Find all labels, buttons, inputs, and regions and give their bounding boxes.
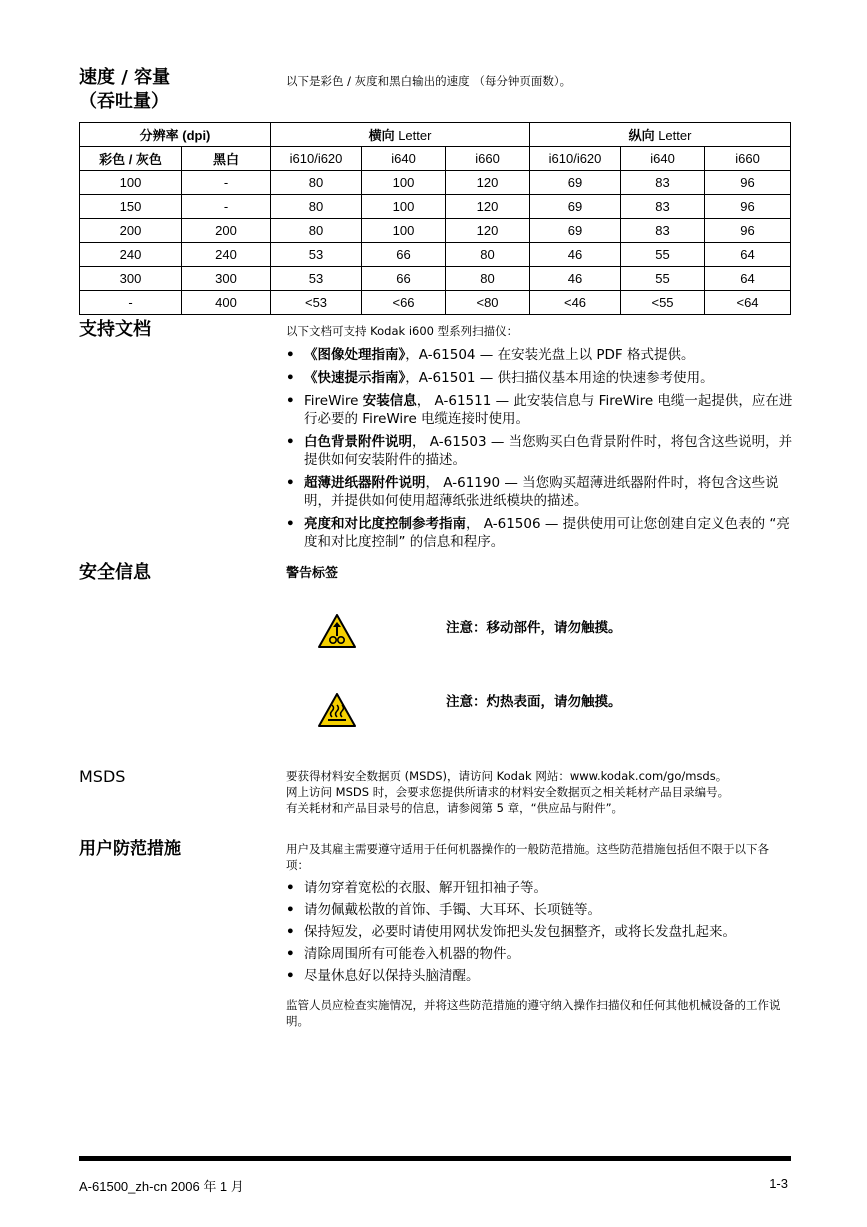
table-cell: - bbox=[182, 195, 271, 219]
hot-surface-warning-icon bbox=[318, 693, 356, 727]
docs-heading: 支持文档 bbox=[79, 319, 151, 340]
doc-description: ，A-61504 — 在安装光盘上以 PDF 格式提供。 bbox=[405, 347, 695, 363]
table-cell: <46 bbox=[530, 291, 621, 315]
table-cell: 150 bbox=[80, 195, 182, 219]
bullet-icon: • bbox=[286, 370, 295, 386]
landscape-header bbox=[271, 123, 530, 147]
msds-line: 有关耗材和产品目录号的信息，请参阅第 5 章，“供应品与附件”。 bbox=[286, 801, 624, 815]
table-cell: 80 bbox=[271, 195, 362, 219]
warning-row-hot-surface bbox=[318, 688, 738, 728]
precaution-text: 清除周围所有可能卷入机器的物件。 bbox=[304, 946, 520, 962]
table-cell: 80 bbox=[446, 267, 530, 291]
col-header-color: 彩色 / 灰色 bbox=[80, 147, 182, 171]
table-cell: 300 bbox=[182, 267, 271, 291]
table-cell: 66 bbox=[362, 267, 446, 291]
table-cell: 46 bbox=[530, 243, 621, 267]
table-cell: 400 bbox=[182, 291, 271, 315]
table-cell: 200 bbox=[182, 219, 271, 243]
col-header-portrait-i610: i610/i620 bbox=[530, 147, 621, 171]
bullet-icon: • bbox=[286, 902, 295, 918]
doc-title: 白色背景附件说明 bbox=[304, 434, 412, 450]
user-precautions-heading: 用户防范措施 bbox=[79, 839, 181, 859]
table-cell: 64 bbox=[705, 267, 791, 291]
footer-rule bbox=[79, 1156, 791, 1161]
table-cell: 83 bbox=[621, 171, 705, 195]
table-cell: <80 bbox=[446, 291, 530, 315]
doc-title: 安装信息 bbox=[362, 393, 417, 409]
col-header-portrait-i660: i660 bbox=[705, 147, 791, 171]
speed-heading-line1: 速度 / 容量 bbox=[79, 67, 171, 88]
landscape-header-size: Letter bbox=[398, 128, 432, 143]
table-cell: <64 bbox=[705, 291, 791, 315]
warning-labels-subheading: 警告标签 bbox=[286, 566, 339, 581]
portrait-header-size: Letter bbox=[658, 128, 692, 143]
bullet-icon: • bbox=[286, 924, 295, 940]
table-cell: - bbox=[80, 291, 182, 315]
table-sub-header-row bbox=[80, 147, 791, 171]
table-cell: 55 bbox=[621, 267, 705, 291]
landscape-header-label: 横向 bbox=[368, 128, 395, 143]
table-cell: <55 bbox=[621, 291, 705, 315]
table-cell: 64 bbox=[705, 243, 791, 267]
precaution-text: 请勿穿着宽松的衣服、解开钮扣袖子等。 bbox=[304, 880, 547, 896]
doc-title: 亮度和对比度控制参考指南 bbox=[304, 516, 466, 532]
bullet-icon: • bbox=[286, 880, 295, 896]
precaution-text: 请勿佩戴松散的首饰、手镯、大耳环、长项链等。 bbox=[304, 902, 601, 918]
table-row bbox=[80, 219, 791, 243]
portrait-header-label: 纵向 bbox=[628, 128, 655, 143]
bullet-icon: • bbox=[286, 516, 295, 532]
table-cell: 100 bbox=[80, 171, 182, 195]
page-number: 1-3 bbox=[769, 1176, 788, 1191]
doc-list-item bbox=[286, 392, 796, 428]
bullet-icon: • bbox=[286, 946, 295, 962]
table-cell: 120 bbox=[446, 195, 530, 219]
precaution-item bbox=[286, 945, 796, 963]
bullet-icon: • bbox=[286, 434, 295, 450]
doc-description: ， A-61506 — 提供使用可让您创建自定义色表的 “亮度和对比度控制” 的信息和程序。 bbox=[304, 516, 790, 550]
doc-list-item bbox=[286, 515, 796, 551]
table-cell: 120 bbox=[446, 171, 530, 195]
table-group-header-row bbox=[80, 123, 791, 147]
doc-title: 《快速提示指南》 bbox=[304, 370, 406, 386]
bullet-icon: • bbox=[286, 393, 295, 409]
portrait-header bbox=[530, 123, 791, 147]
table-cell: 96 bbox=[705, 171, 791, 195]
table-cell: 200 bbox=[80, 219, 182, 243]
doc-title: 超薄进纸器附件说明 bbox=[304, 475, 426, 491]
col-header-landscape-i610: i610/i620 bbox=[271, 147, 362, 171]
precaution-item bbox=[286, 967, 796, 985]
msds-line: 网上访问 MSDS 时，会要求您提供所请求的材料安全数据页之相关耗材产品目录编号。 bbox=[286, 785, 730, 799]
msds-line: 要获得材料安全数据页 (MSDS)，请访问 Kodak 网站：www.kodak.com/go/msds。 bbox=[286, 769, 728, 783]
table-cell: 66 bbox=[362, 243, 446, 267]
speed-heading bbox=[79, 66, 170, 114]
precaution-item bbox=[286, 879, 796, 897]
table-cell: 83 bbox=[621, 219, 705, 243]
user-precautions-closing: 监管人员应检查实施情况，并将这些防范措施的遵守纳入操作扫描仪和任何其他机械设备的工作说明。 bbox=[286, 998, 781, 1028]
precaution-text: 尽量休息好以保持头脑清醒。 bbox=[304, 968, 480, 984]
precaution-text: 保持短发，必要时请使用网状发饰把头发包捆整齐，或将长发盘扎起来。 bbox=[304, 924, 736, 940]
table-cell: 240 bbox=[182, 243, 271, 267]
doc-description: ， A-61511 — 此安装信息与 FireWire 电缆一起提供，应在进行必要的 FireWire 电缆连接时使用。 bbox=[304, 393, 793, 427]
table-cell: 53 bbox=[271, 243, 362, 267]
warning-row-moving-parts bbox=[318, 614, 738, 654]
table-cell: 83 bbox=[621, 195, 705, 219]
doc-list-item bbox=[286, 346, 796, 364]
table-cell: 100 bbox=[362, 219, 446, 243]
safety-heading: 安全信息 bbox=[79, 562, 151, 583]
col-header-bw: 黑白 bbox=[182, 147, 271, 171]
doc-prefix: FireWire bbox=[304, 393, 363, 409]
col-header-landscape-i660: i660 bbox=[446, 147, 530, 171]
table-cell: 55 bbox=[621, 243, 705, 267]
table-row bbox=[80, 195, 791, 219]
table-row bbox=[80, 291, 791, 315]
col-header-landscape-i640: i640 bbox=[362, 147, 446, 171]
user-precautions-intro: 用户及其雇主需要遵守适用于任何机器操作的一般防范措施。这些防范措施包括但不限于以下各项： bbox=[286, 842, 769, 872]
table-cell: 300 bbox=[80, 267, 182, 291]
speed-intro: 以下是彩色 / 灰度和黑白输出的速度 （每分钟页面数）。 bbox=[286, 74, 572, 88]
table-cell: 120 bbox=[446, 219, 530, 243]
table-cell: 80 bbox=[271, 219, 362, 243]
msds-text bbox=[286, 768, 791, 816]
bullet-icon: • bbox=[286, 347, 295, 363]
table-cell: 96 bbox=[705, 219, 791, 243]
table-row bbox=[80, 171, 791, 195]
table-cell: 96 bbox=[705, 195, 791, 219]
col-header-portrait-i640: i640 bbox=[621, 147, 705, 171]
table-cell: 80 bbox=[446, 243, 530, 267]
bullet-icon: • bbox=[286, 475, 295, 491]
table-cell: 53 bbox=[271, 267, 362, 291]
table-cell: 69 bbox=[530, 195, 621, 219]
warning-hot-surface-text: 注意：灼热表面，请勿触摸。 bbox=[446, 694, 622, 710]
table-cell: 69 bbox=[530, 219, 621, 243]
doc-description: ， A-61190 — 当您购买超薄进纸器附件时，将包含这些说明，并提供如何使用超薄纸张进纸模块的描述。 bbox=[304, 475, 779, 509]
table-cell: <53 bbox=[271, 291, 362, 315]
doc-title: 《图像处理指南》 bbox=[304, 347, 406, 363]
doc-list-item bbox=[286, 474, 796, 510]
doc-description: ， A-61503 — 当您购买白色背景附件时，将包含这些说明，并提供如何安装附件的描述。 bbox=[304, 434, 793, 468]
table-cell: 46 bbox=[530, 267, 621, 291]
user-precautions-list bbox=[286, 879, 796, 989]
docs-intro: 以下文档可支持 Kodak i600 型系列扫描仪： bbox=[286, 324, 519, 338]
table-cell: 240 bbox=[80, 243, 182, 267]
table-cell: 69 bbox=[530, 171, 621, 195]
table-cell: 100 bbox=[362, 171, 446, 195]
speed-table bbox=[79, 122, 791, 315]
msds-heading: MSDS bbox=[79, 767, 126, 786]
footer-doc-id: A-61500_zh-cn 2006 年 1 月 bbox=[79, 1179, 244, 1194]
resolution-header: 分辨率 (dpi) bbox=[80, 123, 271, 147]
bullet-icon: • bbox=[286, 968, 295, 984]
precaution-item bbox=[286, 901, 796, 919]
speed-table-body bbox=[80, 171, 791, 315]
table-cell: 80 bbox=[271, 171, 362, 195]
moving-parts-warning-icon bbox=[318, 614, 356, 648]
table-row bbox=[80, 267, 791, 291]
table-cell: - bbox=[182, 171, 271, 195]
warning-moving-parts-text: 注意：移动部件，请勿触摸。 bbox=[446, 620, 622, 636]
doc-description: ，A-61501 — 供扫描仪基本用途的快速参考使用。 bbox=[405, 370, 714, 386]
doc-list-item bbox=[286, 369, 796, 387]
doc-list-item bbox=[286, 433, 796, 469]
precaution-item bbox=[286, 923, 796, 941]
table-row bbox=[80, 243, 791, 267]
speed-heading-line2: （吞吐量） bbox=[79, 91, 169, 112]
table-cell: <66 bbox=[362, 291, 446, 315]
docs-list bbox=[286, 346, 796, 556]
table-cell: 100 bbox=[362, 195, 446, 219]
